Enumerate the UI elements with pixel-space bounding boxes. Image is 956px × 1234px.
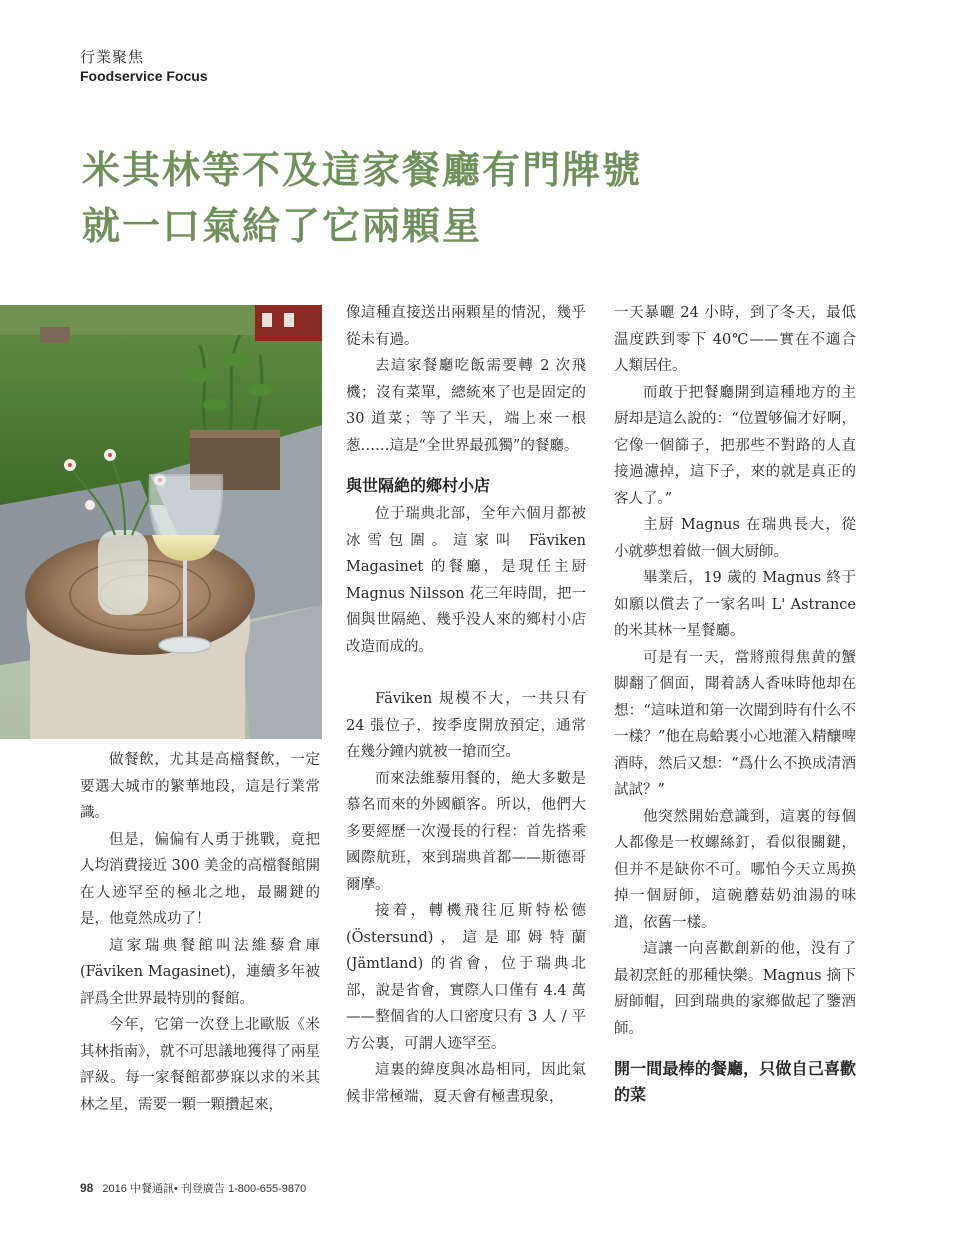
paragraph: 而來法維藜用餐的，絶大多數是慕名而來的外國顧客。所以，他們大多要經歷一次漫長的行程：首先搭乘國際航班，來到瑞典首都——斯德哥爾摩。 [346,770,586,893]
section-label: 行業聚焦 [80,48,145,66]
paragraph: 他突然開始意識到，這裏的每個人都像是一枚螺絲釘，看似很關鍵，但并不是缺你不可。哪怕今天立馬换掉一個厨師，這碗蘑菇奶油湯的味道，依舊一樣。 [614,808,856,931]
article-column-1 [80,747,320,1118]
footer-bullet: • [173,1183,178,1195]
paragraph: 這家瑞典餐館叫法維藜倉庫 (Fäviken Magasinet)，連續多年被評爲全世界最特別的餐館。 [80,937,320,1007]
paragraph: 像這種直接送出兩顆星的情況，幾乎從未有過。 [346,305,586,348]
paragraph: 去這家餐廳吃飯需要轉 2 次飛機；沒有菜單，總統來了也是固定的 30 道菜；等了半天，端上來一根葱……這是“全世界最孤獨”的餐廳。 [346,358,586,454]
article-column-3 [614,300,856,1108]
paragraph: 可是有一天，當將煎得焦黄的蟹脚翻了個面，聞着誘人香味時他却在想：“這味道和第一次聞到時有什么不一樣？”他在烏蛤裏小心地灌入精釀啤酒時，然后又想：“爲什么不换成清酒試試？” [614,649,856,798]
paragraph: 做餐飲，尤其是高檔餐飲，一定要選大城市的繁華地段，這是行業常識。 [80,752,320,821]
paragraph-spacer [346,660,586,686]
paragraph: 但是，偏偏有人勇于挑戰，竟把人均消費接近 300 美金的高檔餐館開在人迹罕至的極北之地，最關鍵的是，他竟然成功了！ [80,831,320,927]
section-label-english: Foodservice Focus [80,68,208,84]
headline-line-1: 米其林等不及這家餐廳有門牌號 [82,148,643,192]
footer-phone: 1-800-655-9870 [227,1183,307,1195]
footer-ad-label: 刊登廣告 [180,1182,225,1195]
paragraph: 今年，它第一次登上北歐版《米其林指南》，就不可思議地獲得了兩星評級。每一家餐館都夢寐以求的米其林之星，需要一顆一顆攢起來， [80,1017,320,1113]
article-headline [82,142,642,254]
paragraph: 一天暴曬 24 小時，到了冬天，最低温度跌到零下 40℃——實在不適合人類居住。 [614,305,856,374]
paragraph: 而敢于把餐廳開到這種地方的主厨却是這么說的：“位置够偏才好啊，它像一個篩子，把那些不對路的人直接過濾掉，這下子，來的就是真正的客人了。” [614,384,856,507]
headline-line-2: 就一口氣給了它兩顆星 [82,204,483,248]
paragraph: Fäviken 規模不大，一共只有 24 張位子，按季度開放預定，通常在幾分鐘内就被一搶而空。 [346,691,586,760]
section-heading: 開一間最棒的餐廳，只做自己喜歡的菜 [614,1059,856,1104]
paragraph: 主厨 Magnus 在瑞典長大，從小就夢想着做一個大厨師。 [614,517,856,560]
section-heading: 與世隔絶的鄉村小店 [346,476,491,495]
paragraph: 接着，轉機飛往厄斯特松德 (Östersund)，這是耶姆特蘭 (Jämtland) 的省會，位于瑞典北部，說是省會，實際人口僅有 4.4 萬——整個省的人口密度只有 3 人 / 平方公裏，可謂人迹罕至。 [346,903,586,1052]
paragraph: 這裏的緯度與冰島相同，因此氣候非常極端，夏天會有極晝現象， [346,1062,586,1105]
paragraph: 位于瑞典北部，全年六個月都被冰雪包圍。這家叫 Fäviken Magasinet 的餐廳，是現任主厨 Magnus Nilsson 花三年時間，把一個與世隔絶、幾乎没人來的鄉村小店改造而成的。 [346,506,586,655]
footer-year: 2016 [102,1183,127,1195]
paragraph: 這讓一向喜歡創新的他，没有了最初烹飪的那種快樂。Magnus 摘下厨師帽，回到瑞典的家鄉做起了鑒酒師。 [614,941,856,1037]
article-photo [0,305,322,739]
footer-magazine: 中餐通訊 [129,1182,174,1195]
page-footer [80,1180,306,1196]
article-column-2 [346,300,586,1110]
page-number: 98 [80,1181,94,1195]
paragraph: 畢業后，19 歲的 Magnus 終于如願以償去了一家名叫 L' Astrance 的米其林一星餐廳。 [614,570,856,639]
